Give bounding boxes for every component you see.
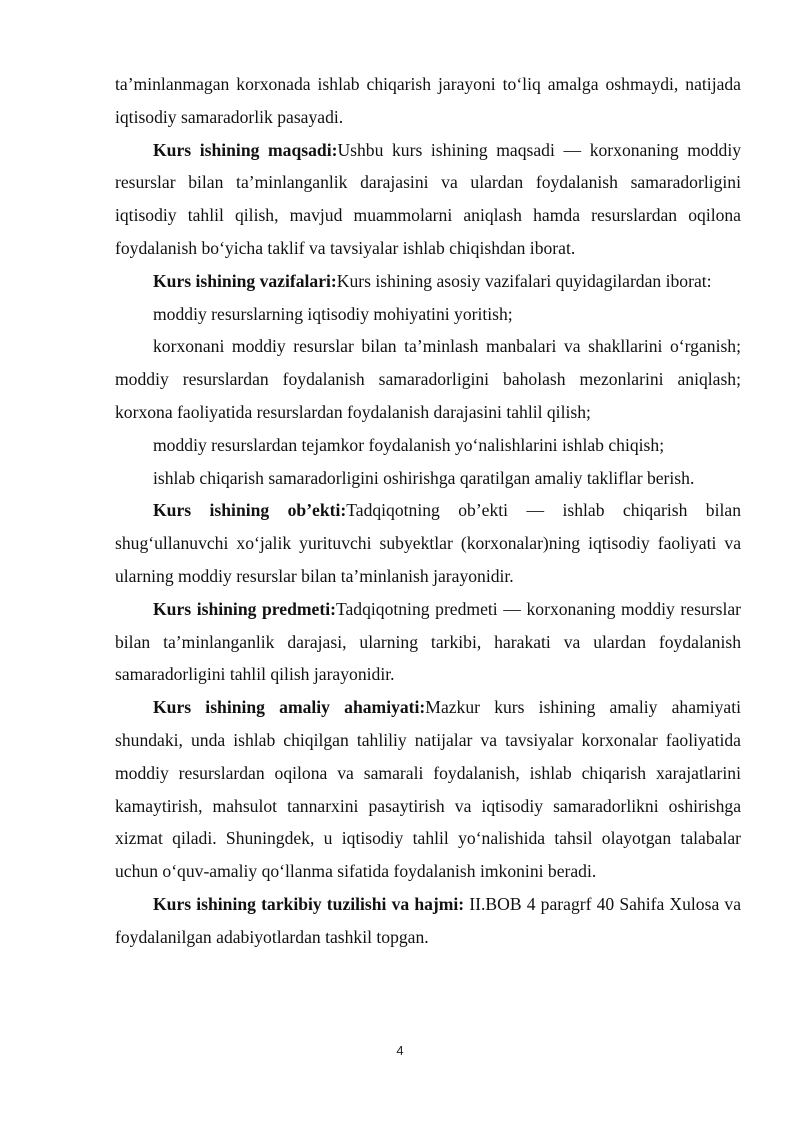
- paragraph-obekti: [115, 494, 741, 592]
- task-item: [115, 462, 741, 495]
- paragraph-predmeti: [115, 593, 741, 691]
- paragraph-amaliy-ahamiyati: [115, 691, 741, 888]
- paragraph-label: Kurs ishining maqsadi:: [153, 139, 338, 160]
- page-number: 4: [396, 1043, 404, 1058]
- paragraph-label: Kurs ishining ob’ekti:: [153, 500, 347, 521]
- document-page: [115, 68, 741, 954]
- paragraph-text: moddiy resurslardan tejamkor foydalanish yo‘nalishlarini ishlab chiqish;: [153, 434, 665, 455]
- paragraph-text: ishlab chiqarish samaradorligini oshirishga qaratilgan amaliy takliflar berish.: [153, 467, 695, 488]
- paragraph-text: korxonani moddiy resurslar bilan ta’minlash manbalari va shakllarini o‘rganish; moddiy resurslardan foydalanish samaradorligini baholash mezonlarini aniqlash; korxona faoliyatida resurslardan foydalanish darajasini tahlil qilish;: [115, 336, 741, 422]
- paragraph-vazifalari: [115, 265, 741, 298]
- paragraph-text: Ushbu kurs ishining maqsadi — korxonaning moddiy resurslar bilan ta’minlanganlik darajasini va ulardan foydalanish samaradorligini iqtisodiy tahlil qilish, mavjud muammolarni aniqlash hamda resurslardan oqilona foydalanish bo‘yicha taklif va tavsiyalar ishlab chiqishdan iborat.: [115, 139, 741, 258]
- paragraph-label: Kurs ishining tarkibiy tuzilishi va hajmi:: [153, 893, 465, 914]
- task-item: [115, 429, 741, 462]
- paragraph-text: II.BOB 4 paragrf 40 Sahifa Xulosa va foydalanilgan adabiyotlardan tashkil topgan.: [115, 893, 742, 947]
- paragraph-text: moddiy resurslarning iqtisodiy mohiyatini yoritish;: [153, 303, 513, 324]
- paragraph-text: ta’minlanmagan korxonada ishlab chiqarish jarayoni to‘liq amalga oshmaydi, natijada iqtisodiy samaradorlik pasayadi.: [115, 74, 741, 127]
- paragraph-text: Tadqiqotning predmeti — korxonaning moddiy resurslar bilan ta’minlanganlik darajasi, ularning tarkibi, harakati va ulardan foydalanish samaradorligini tahlil qilish jarayonidir.: [115, 598, 742, 685]
- paragraph-label: Kurs ishining vazifalari:: [153, 270, 337, 291]
- paragraph-text: Mazkur kurs ishining amaliy ahamiyati shundaki, unda ishlab chiqilgan tahliliy natijalar va tavsiyalar korxonalar faoliyatida moddiy resurslardan oqilona va samarali foydalanish, ishlab chiqarish xarajatlarini kamaytirish, mahsulot tannarxini pasaytirish va iqtisodiy samaradorlikni oshirishga xizmat qiladi. Shuningdek, u iqtisodiy tahlil yo‘nalishida tahsil olayotgan talabalar uchun o‘quv-amaliy qo‘llanma sifatida foydalanish imkonini beradi.: [115, 697, 741, 882]
- task-item: [115, 330, 741, 428]
- paragraph-text: Tadqiqotning ob’ekti — ishlab chiqarish bilan shug‘ullanuvchi xo‘jalik yurituvchi subyektlar (korxonalar)ning iqtisodiy faoliyati va ularning moddiy resurslar bilan ta’minlanish jarayonidir.: [115, 500, 741, 586]
- task-item: [115, 298, 741, 331]
- paragraph-maqsadi: [115, 134, 741, 265]
- paragraph-text: Kurs ishining asosiy vazifalari quyidagilardan iborat:: [336, 270, 712, 291]
- paragraph-continuation: [115, 68, 741, 134]
- paragraph-label: Kurs ishining predmeti:: [153, 598, 336, 619]
- paragraph-label: Kurs ishining amaliy ahamiyati:: [153, 697, 426, 718]
- paragraph-tarkibiy-tuzilishi: [115, 888, 741, 954]
